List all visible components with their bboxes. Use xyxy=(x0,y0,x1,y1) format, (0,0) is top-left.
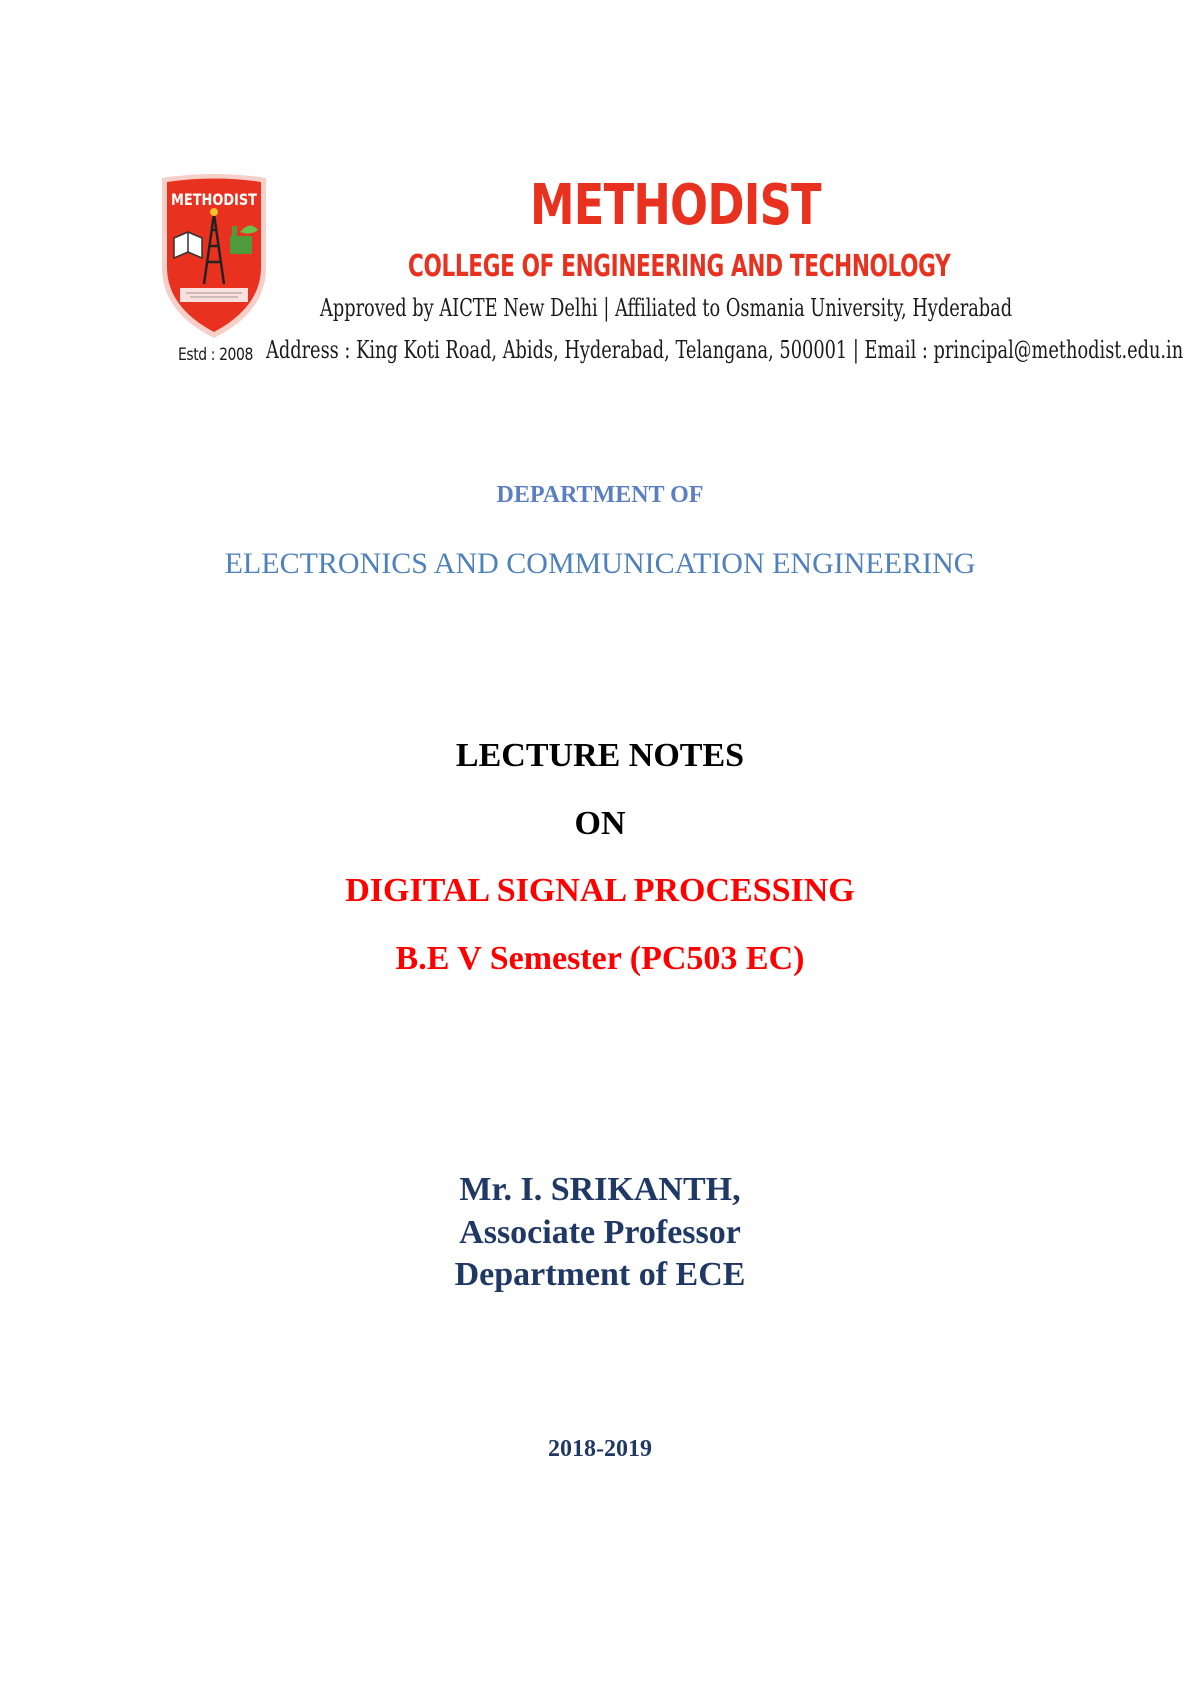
author-designation: Associate Professor xyxy=(459,1214,741,1251)
logo-label xyxy=(158,186,270,212)
author-name: Mr. I. SRIKANTH, xyxy=(459,1171,741,1208)
college-full-name: COLLEGE OF ENGINEERING AND TECHNOLOGY xyxy=(408,249,951,284)
document-title: LECTURE NOTES xyxy=(455,737,745,774)
established-year: Estd : 2008 xyxy=(178,345,253,365)
document-title-connector: ON xyxy=(574,805,626,842)
college-letterhead xyxy=(0,0,1200,400)
author-department: Department of ECE xyxy=(454,1256,746,1293)
svg-text:METHODIST: METHODIST xyxy=(171,190,258,209)
subject-title: DIGITAL SIGNAL PROCESSING xyxy=(345,872,855,909)
semester-code: B.E V Semester (PC503 EC) xyxy=(395,940,805,977)
college-logo xyxy=(158,172,270,342)
department-name: ELECTRONICS AND COMMUNICATION ENGINEERING xyxy=(224,547,976,580)
department-prefix: DEPARTMENT OF xyxy=(496,482,704,508)
approval-line: Approved by AICTE New Delhi | Affiliated to Osmania University, Hyderabad xyxy=(320,294,1013,322)
college-name: METHODIST xyxy=(530,173,821,238)
academic-year: 2018-2019 xyxy=(548,1436,652,1462)
address-line: Address : King Koti Road, Abids, Hyderabad, Telangana, 500001 | Email : principal@methodist.edu.in xyxy=(266,336,1184,364)
